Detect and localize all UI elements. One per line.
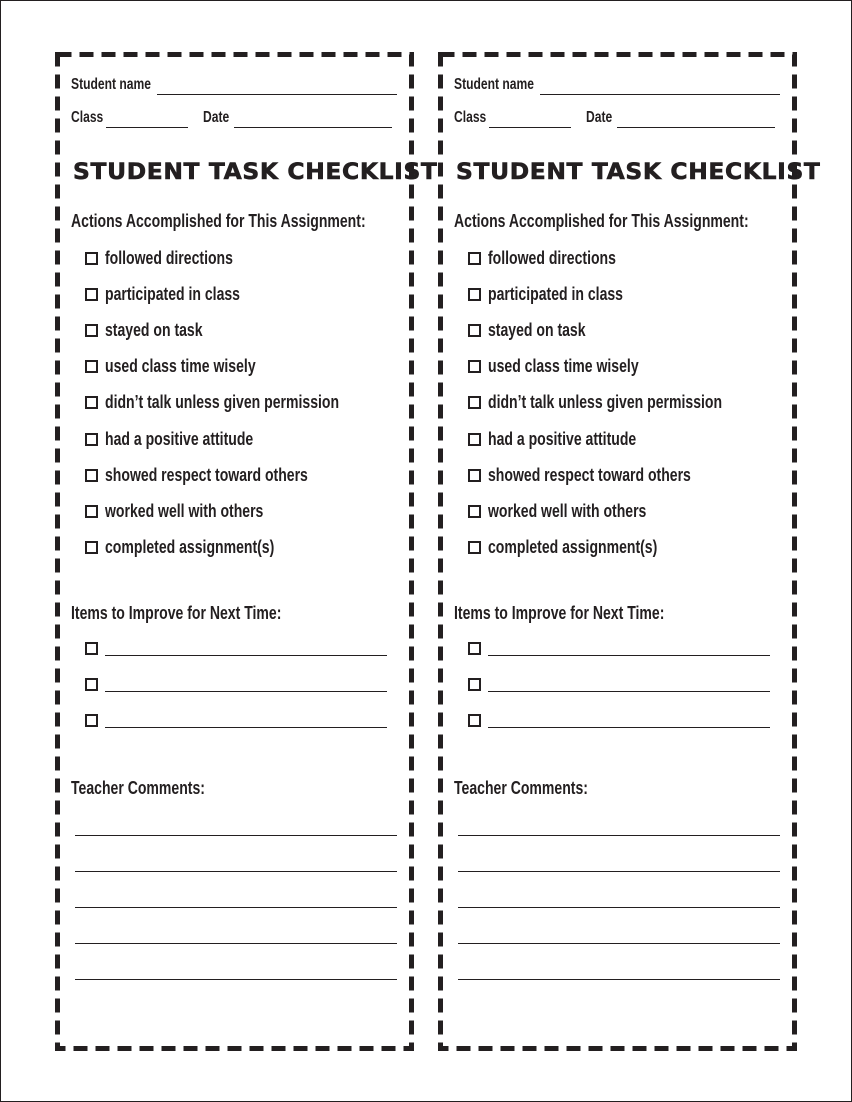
improve-input-line[interactable]: [105, 655, 387, 656]
checkbox[interactable]: [468, 541, 481, 554]
action-item[interactable]: [468, 320, 613, 340]
checkbox[interactable]: [468, 360, 481, 373]
date-input-line[interactable]: [617, 127, 775, 128]
student-name-field: [71, 76, 173, 94]
comments-heading: Teacher Comments:: [71, 778, 205, 798]
comment-line[interactable]: [458, 835, 780, 836]
improve-heading: Items to Improve for Next Time:: [454, 603, 665, 623]
improve-input-line[interactable]: [105, 727, 387, 728]
student-name-label: Student name: [71, 76, 151, 93]
checkbox[interactable]: [85, 541, 98, 554]
checkbox[interactable]: [468, 288, 481, 301]
action-item[interactable]: [85, 392, 405, 412]
checkbox[interactable]: [85, 288, 98, 301]
comment-line[interactable]: [75, 835, 397, 836]
checkbox[interactable]: [85, 433, 98, 446]
checkbox[interactable]: [85, 469, 98, 482]
checkbox[interactable]: [468, 505, 481, 518]
action-label: used class time wisely: [488, 355, 639, 376]
checkbox[interactable]: [85, 678, 98, 691]
checkbox[interactable]: [85, 505, 98, 518]
action-label: had a positive attitude: [105, 428, 254, 449]
action-label: participated in class: [105, 283, 241, 304]
action-label: worked well with others: [488, 500, 647, 521]
date-input-line[interactable]: [234, 127, 392, 128]
checkbox[interactable]: [468, 469, 481, 482]
action-item[interactable]: [85, 429, 295, 449]
action-item[interactable]: [468, 248, 652, 268]
checkbox[interactable]: [468, 252, 481, 265]
checklist-card-left: [55, 52, 438, 1051]
action-item[interactable]: [468, 429, 678, 449]
class-input-line[interactable]: [489, 127, 571, 128]
comment-line[interactable]: [458, 943, 780, 944]
checkbox[interactable]: [85, 360, 98, 373]
action-label: didn’t talk unless given permission: [488, 391, 723, 412]
checkbox[interactable]: [468, 324, 481, 337]
checkbox[interactable]: [85, 396, 98, 409]
student-name-input-line[interactable]: [540, 94, 780, 95]
checkbox[interactable]: [85, 714, 98, 727]
student-name-label: Student name: [454, 76, 534, 93]
comment-line[interactable]: [75, 943, 397, 944]
action-label: worked well with others: [105, 500, 264, 521]
action-item[interactable]: [85, 537, 322, 557]
comment-line[interactable]: [75, 907, 397, 908]
checkbox[interactable]: [468, 678, 481, 691]
improve-input-line[interactable]: [488, 655, 770, 656]
action-item[interactable]: [85, 284, 278, 304]
checkbox[interactable]: [468, 714, 481, 727]
action-label: stayed on task: [488, 319, 586, 340]
checkbox[interactable]: [468, 433, 481, 446]
action-label: used class time wisely: [105, 355, 256, 376]
action-item[interactable]: [468, 465, 748, 485]
action-label: followed directions: [488, 247, 616, 268]
improve-input-line[interactable]: [105, 691, 387, 692]
action-label: followed directions: [105, 247, 233, 268]
improve-input-line[interactable]: [488, 691, 770, 692]
class-field: [454, 109, 495, 127]
date-field: [203, 109, 237, 127]
action-item[interactable]: [468, 392, 788, 412]
date-label: Date: [203, 109, 230, 126]
actions-heading: Actions Accomplished for This Assignment:: [71, 211, 366, 231]
action-label: showed respect toward others: [105, 464, 308, 485]
action-item[interactable]: [468, 537, 705, 557]
student-name-input-line[interactable]: [157, 94, 397, 95]
action-item[interactable]: [85, 356, 298, 376]
actions-heading: Actions Accomplished for This Assignment:: [454, 211, 749, 231]
improve-heading: Items to Improve for Next Time:: [71, 603, 282, 623]
action-label: completed assignment(s): [488, 536, 658, 557]
class-label: Class: [454, 109, 487, 126]
comment-line[interactable]: [75, 979, 397, 980]
action-label: didn’t talk unless given permission: [105, 391, 340, 412]
action-label: showed respect toward others: [488, 464, 691, 485]
comments-heading: Teacher Comments:: [454, 778, 588, 798]
checkbox[interactable]: [85, 252, 98, 265]
action-label: stayed on task: [105, 319, 203, 340]
class-field: [71, 109, 112, 127]
comment-line[interactable]: [458, 979, 780, 980]
checkbox[interactable]: [85, 324, 98, 337]
action-label: had a positive attitude: [488, 428, 637, 449]
checklist-card-right: [438, 52, 821, 1051]
checklist-title: STUDENT TASK CHECKLIST: [456, 159, 821, 185]
checkbox[interactable]: [468, 642, 481, 655]
action-item[interactable]: [85, 248, 269, 268]
comment-line[interactable]: [75, 871, 397, 872]
action-label: participated in class: [488, 283, 624, 304]
action-item[interactable]: [85, 320, 230, 340]
class-input-line[interactable]: [106, 127, 188, 128]
comment-line[interactable]: [458, 871, 780, 872]
date-field: [586, 109, 620, 127]
comment-line[interactable]: [458, 907, 780, 908]
date-label: Date: [586, 109, 613, 126]
student-name-field: [454, 76, 556, 94]
action-item[interactable]: [85, 501, 308, 521]
action-item[interactable]: [85, 465, 365, 485]
checkbox[interactable]: [85, 642, 98, 655]
action-label: completed assignment(s): [105, 536, 275, 557]
action-item[interactable]: [468, 284, 661, 304]
checkbox[interactable]: [468, 396, 481, 409]
action-item[interactable]: [468, 356, 681, 376]
checklist-title: STUDENT TASK CHECKLIST: [73, 159, 438, 185]
action-item[interactable]: [468, 501, 691, 521]
improve-input-line[interactable]: [488, 727, 770, 728]
class-label: Class: [71, 109, 104, 126]
